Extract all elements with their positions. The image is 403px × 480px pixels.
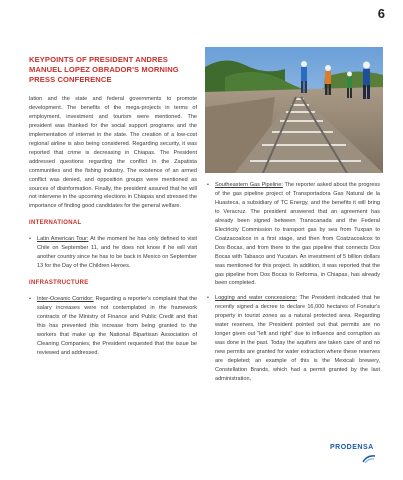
prodensa-swoosh-icon <box>362 454 376 464</box>
section-heading-infrastructure: INFRASTRUCTURE <box>29 280 89 287</box>
intro-paragraph: lation and the state and federal governments to promote development. The benefits of the mega-projects in terms of employment, investment and tourism were mentioned. The president was thanked for the social support programs and the implementation of internet in the state. The creation of a low-cost regional airline is also being considered. Regarding security, it was reported that crime is decreasing in Chiapas. The President addressed questions regarding the conflict in the Zapatista communities and the fishing industry. The existence of an armed conflict was denied, and opposition groups were mentioned as sources of disinformation. Finally, the president assured that he will not intervene in the upcoming elections in Chiapas and stressed the importance of finding good candidates for the general welfare. <box>29 96 197 210</box>
bullet-icon: • <box>207 295 209 302</box>
bullet-icon: • <box>207 182 209 188</box>
list-item <box>207 294 380 384</box>
bullet-icon: • <box>29 236 31 243</box>
item-term: Inter-Oceanic Corridor: <box>37 296 94 303</box>
bullet-icon: • <box>29 296 31 303</box>
infrastructure-list-continued <box>207 181 380 384</box>
page-number: 6 <box>377 6 385 21</box>
infrastructure-list <box>29 295 197 358</box>
international-list <box>29 235 197 271</box>
footer-brand-logo: PRODENSA <box>330 444 374 451</box>
list-item <box>207 181 380 288</box>
list-item <box>29 295 197 358</box>
item-text: The President indicated that he recently signed a decree to declare 16,000 hectares of Fonatur's property in tourist zones as a natural protected area. Regarding water reserves, the President pointed out that permits are no longer given out "left and right" due to influence and corruption as was done in the past. Today the aquifers are taken care of and no new permits are granted for water extraction where these reserves are depleted; an example of this is the Mexicali brewery, Constellation Brands, which had a permit granted by the last administration, <box>215 295 380 383</box>
item-text: The reporter asked about the progress of the gas pipeline project of Transportadora Gas Natural de la Huasteca, a subsidiary of TC Energy, and the benefits it will bring to Veracruz. The president answered that an agreement has already been signed between Transcanada and the Federal Electricity Commission to transport gas by sea from Tuxpan to Coatzacoalcos in a first stage, and then from Coatzacoalcos to Dos Bocas, and from there to the gas pipeline that connects Dos Bocas with Tabasco and Yucatan. An investment of 5 billion dollars was mentioned for this project. In addition, it was reported that the gas pipeline from Dos Bocas to Reforma, in Chiapas, has already been completed. <box>215 182 380 287</box>
section-heading-international: INTERNATIONAL <box>29 220 82 227</box>
item-text: At the moment he has only defined to visit Chile on September 11, and he does not know if he will visit another country since he has to be back in Mexico on September 13 for the Day of the Children Heroes. <box>37 236 198 270</box>
railway-construction-photo <box>205 47 383 173</box>
left-column <box>29 95 197 364</box>
list-item <box>29 235 197 271</box>
item-text: Regarding a reporter's complaint that the salary increases were not contemplated in the framework contracts of the Ministry of Finance and Public Credit and that this has prevented this increase from being granted to the workers that make up the National Bipartisan Association of Cleaning Companies, the President requested that the issue be reviewed and addressed. <box>37 296 197 356</box>
right-column <box>207 181 380 390</box>
item-term: Logging and water concessions: <box>215 295 298 302</box>
item-term: Latin American Tour: <box>37 236 89 243</box>
item-term: Southeastern Gas Pipeline: <box>215 182 283 188</box>
page-title: KEYPOINTS OF PRESIDENT ANDRES MANUEL LOPEZ OBRADOR'S MORNING PRESS CONFERENCE <box>29 55 179 84</box>
